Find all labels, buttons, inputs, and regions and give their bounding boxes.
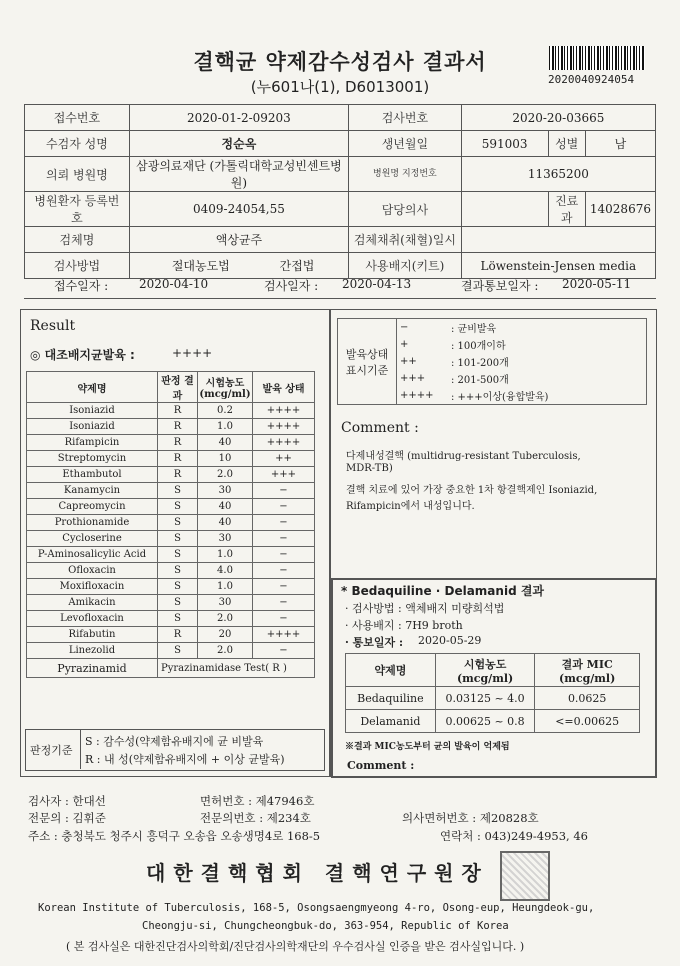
drug-judgement: S [158, 563, 198, 579]
drug-growth: − [253, 531, 315, 547]
growth-legend [337, 318, 647, 405]
bq-mic: 0.0625 [535, 687, 640, 710]
col-concentration: 시험농도 (mcg/ml) [198, 372, 253, 403]
bedaquiline-report-date: 2020-05-29 [418, 634, 482, 647]
drug-name: Linezolid [27, 643, 158, 659]
specialist: 전문의 : 김휘준 [28, 811, 106, 825]
drug-name: Isoniazid [27, 403, 158, 419]
method2: 간접법 [279, 259, 315, 273]
drug-row [27, 563, 315, 579]
col-judgement: 판정 결과 [158, 372, 198, 403]
drug-growth: − [253, 611, 315, 627]
legend-meaning: : 100개이하 [448, 336, 647, 353]
patient-name: 정순옥 [129, 131, 348, 157]
drug-concentration: 2.0 [198, 467, 253, 483]
bq-col-mic: 결과 MIC (mcg/ml) [535, 654, 640, 687]
contact: 연락처 : 043)249-4953, 46 [440, 829, 588, 843]
examiner: 검사자 : 한대선 [28, 794, 106, 808]
drug-growth: − [253, 579, 315, 595]
comment-title: Comment : [341, 420, 419, 436]
drug-concentration: 40 [198, 515, 253, 531]
drug-row [27, 515, 315, 531]
legend-symbol: ++ [400, 356, 417, 367]
drug-judgement: S [158, 595, 198, 611]
english-address-1: Korean Institute of Tuberculosis, 168-5, Osongsaengmyeong 4-ro, Osong-eup, Heungdeok-gu, [38, 902, 595, 914]
drug-row [27, 595, 315, 611]
specialist-license: 전문의번호 : 제234호 [200, 811, 311, 825]
drug-row [27, 419, 315, 435]
info-row [25, 105, 656, 131]
test-no-label: 검사번호 [349, 105, 462, 131]
drug-row [27, 579, 315, 595]
official-seal [500, 851, 550, 901]
drug-name: Cycloserine [27, 531, 158, 547]
drug-row [27, 483, 315, 499]
pyrazinamide-label: Pyrazinamid [27, 659, 158, 678]
criteria-s: S : 감수성(약제함유배지에 균 비발육 [85, 735, 264, 748]
drug-growth: − [253, 547, 315, 563]
document-subtitle: (누601나(1), D6013001) [250, 78, 430, 96]
legend-meaning: : 201-500개 [448, 370, 647, 387]
drug-concentration: 40 [198, 435, 253, 451]
drug-judgement: S [158, 515, 198, 531]
reported-label: 결과통보일자 : [461, 279, 539, 293]
bedaquiline-table [345, 653, 640, 733]
drug-row [27, 643, 315, 659]
drug-judgement: S [158, 499, 198, 515]
bedaquiline-title: * Bedaquiline · Delamanid 결과 [341, 584, 545, 598]
medium: Löwenstein-Jensen media [461, 253, 655, 279]
drug-judgement: R [158, 435, 198, 451]
drug-name: Moxifloxacin [27, 579, 158, 595]
specimen-label: 검체명 [25, 227, 130, 253]
drug-row [27, 627, 315, 643]
drug-concentration: 1.0 [198, 419, 253, 435]
receipt-no-label: 접수번호 [25, 105, 130, 131]
info-row [25, 131, 656, 157]
bq-row [346, 710, 640, 733]
hospital-name: 삼광의료재단 (가톨릭대학교성빈센트병원) [129, 157, 348, 192]
collect-label: 검체채취(채혈)일시 [349, 227, 462, 253]
drug-row [27, 467, 315, 483]
criteria-divider [80, 729, 81, 769]
drug-name: Capreomycin [27, 499, 158, 515]
comment-line: 다제내성결핵 (multidrug-resistant Tuberculosis, [346, 451, 581, 462]
bedaquiline-note: ※결과 MIC농도부터 균의 발육이 억제됨 [345, 742, 510, 752]
drug-growth: ++ [253, 451, 315, 467]
hospital-code-label: 병원명 지정번호 [349, 157, 462, 192]
drug-name: Isoniazid [27, 419, 158, 435]
sex-label: 성별 [548, 131, 585, 157]
drug-name: Rifabutin [27, 627, 158, 643]
dept-label: 진료과 [548, 192, 585, 227]
drug-name: P-Aminosalicylic Acid [27, 547, 158, 563]
english-address-2: Cheongju-si, Chungcheongbuk-do, 363-954, Republic of Korea [142, 920, 509, 932]
comment-line: MDR-TB) [346, 463, 393, 474]
bq-concentration: 0.03125 ~ 4.0 [435, 687, 535, 710]
legend-symbol: + [400, 339, 409, 350]
tested-date: 2020-04-13 [342, 277, 412, 291]
document-title: 결핵균 약제감수성검사 결과서 [193, 50, 487, 74]
col-growth: 발육 상태 [253, 372, 315, 403]
drug-growth: − [253, 643, 315, 659]
drug-header-row [27, 372, 315, 403]
test-no: 2020-20-03665 [461, 105, 655, 131]
patient-info-table [24, 104, 656, 279]
legend-symbol: − [397, 319, 449, 337]
drug-concentration: 0.2 [198, 403, 253, 419]
patient-label: 수검자 성명 [25, 131, 130, 157]
birth-date: 591003 [461, 131, 548, 157]
dates-row [24, 270, 656, 299]
medium-label: 사용배지(키트) [349, 253, 462, 279]
legend-row [338, 319, 647, 337]
drug-concentration: 20 [198, 627, 253, 643]
legend-meaning: : +++이상(융합발육) [448, 387, 647, 405]
certification-note: ( 본 검사실은 대한진단검사의학회/진단검사의학재단의 우수검사실 인증을 받은 검사실입니다. ) [66, 940, 525, 953]
info-row [25, 227, 656, 253]
comment-line: Rifampicin에서 내성입니다. [346, 501, 475, 512]
legend-meaning: : 101-200개 [448, 353, 647, 370]
bq-col-drug: 약제명 [346, 654, 436, 687]
doctor [461, 192, 548, 227]
drug-name: Amikacin [27, 595, 158, 611]
col-drug: 약제명 [27, 372, 158, 403]
drug-table [26, 371, 315, 678]
drug-growth: ++++ [253, 403, 315, 419]
drug-growth: ++++ [253, 627, 315, 643]
bedaquiline-comment: Comment : [347, 759, 415, 772]
method: 절대농도법 [171, 259, 230, 273]
drug-concentration: 30 [198, 483, 253, 499]
drug-growth: − [253, 499, 315, 515]
dept: 14028676 [585, 192, 655, 227]
drug-row [27, 403, 315, 419]
hospital-code: 11365200 [461, 157, 655, 192]
drug-concentration: 1.0 [198, 579, 253, 595]
control-value: ++++ [172, 346, 213, 360]
bq-header-row [346, 654, 640, 687]
bq-col-concentration: 시험농도 (mcg/ml) [435, 654, 535, 687]
drug-concentration: 10 [198, 451, 253, 467]
drug-row [27, 451, 315, 467]
bedaquiline-method: · 검사방법 : 액체배지 미량희석법 [345, 602, 505, 615]
license-no: 면허번호 : 제47946호 [200, 794, 315, 808]
info-row [25, 157, 656, 192]
drug-growth: − [253, 595, 315, 611]
address: 주소 : 충청북도 청주시 흥덕구 오송읍 오송생명4로 168-5 [28, 829, 321, 843]
drug-growth: +++ [253, 467, 315, 483]
drug-judgement: R [158, 419, 198, 435]
drug-name: Ofloxacin [27, 563, 158, 579]
bedaquiline-medium: · 사용배지 : 7H9 broth [345, 619, 463, 632]
reported-date: 2020-05-11 [562, 277, 632, 291]
drug-concentration: 30 [198, 595, 253, 611]
drug-row [27, 499, 315, 515]
drug-judgement: R [158, 403, 198, 419]
legend-meaning: : 균비발육 [448, 319, 647, 337]
info-row [25, 192, 656, 227]
organization-name: 대한결핵협회 결핵연구원장 [146, 861, 489, 885]
drug-name: Kanamycin [27, 483, 158, 499]
drug-judgement: S [158, 643, 198, 659]
drug-concentration: 30 [198, 531, 253, 547]
doctor-label: 담당의사 [349, 192, 462, 227]
drug-name: Ethambutol [27, 467, 158, 483]
drug-concentration: 1.0 [198, 547, 253, 563]
collect-date [461, 227, 655, 253]
drug-concentration: 40 [198, 499, 253, 515]
drug-growth: − [253, 563, 315, 579]
drug-concentration: 2.0 [198, 611, 253, 627]
bq-drug: Delamanid [346, 710, 436, 733]
drug-judgement: S [158, 611, 198, 627]
drug-judgement: S [158, 547, 198, 563]
bq-drug: Bedaquiline [346, 687, 436, 710]
legend-symbol: +++ [400, 373, 426, 384]
receipt-no: 2020-01-2-09203 [129, 105, 348, 131]
drug-growth: − [253, 483, 315, 499]
drug-name: Prothionamide [27, 515, 158, 531]
legend-symbol: ++++ [397, 387, 449, 405]
criteria-r: R : 내 성(약제함유배지에 + 이상 균발육) [85, 753, 285, 766]
pyrazinamide-row [27, 659, 315, 678]
comment-line: 결핵 치료에 있어 가장 중요한 1차 항결핵제인 Isoniazid, [346, 485, 598, 496]
hospital-label: 의뢰 병원명 [25, 157, 130, 192]
drug-judgement: R [158, 627, 198, 643]
specimen: 액상균주 [129, 227, 348, 253]
drug-judgement: S [158, 579, 198, 595]
bq-mic: <=0.00625 [535, 710, 640, 733]
drug-row [27, 531, 315, 547]
drug-concentration: 4.0 [198, 563, 253, 579]
received-label: 접수일자 : [54, 279, 109, 293]
tested-label: 검사일자 : [264, 279, 319, 293]
sex: 남 [585, 131, 655, 157]
drug-row [27, 547, 315, 563]
drug-growth: ++++ [253, 435, 315, 451]
pyrazinamide-value: Pyrazinamidase Test( R ) [158, 659, 315, 678]
reg-label: 병원환자 등록번호 [25, 192, 130, 227]
bedaquiline-report-label: · 통보일자 : [345, 636, 404, 649]
control-label: ◎ 대조배지균발육 : [30, 348, 135, 362]
drug-judgement: S [158, 531, 198, 547]
drug-name: Streptomycin [27, 451, 158, 467]
received-date: 2020-04-10 [139, 277, 209, 291]
drug-growth: − [253, 515, 315, 531]
criteria-label: 판정기준 [30, 744, 73, 757]
drug-table-body [27, 403, 315, 659]
drug-row [27, 611, 315, 627]
bq-concentration: 0.00625 ~ 0.8 [435, 710, 535, 733]
drug-name: Levofloxacin [27, 611, 158, 627]
doctor-license: 의사면허번호 : 제20828호 [402, 811, 539, 825]
drug-judgement: R [158, 467, 198, 483]
reg-no: 0409-24054,55 [129, 192, 348, 227]
drug-judgement: S [158, 483, 198, 499]
legend-label: 발육상태 표시기준 [338, 319, 397, 405]
drug-concentration: 2.0 [198, 643, 253, 659]
method-label: 검사방법 [25, 253, 130, 279]
birth-label: 생년월일 [349, 131, 462, 157]
drug-growth: ++++ [253, 419, 315, 435]
barcode-number: 2020040924054 [548, 73, 635, 86]
bq-row [346, 687, 640, 710]
drug-name: Rifampicin [27, 435, 158, 451]
drug-judgement: R [158, 451, 198, 467]
drug-row [27, 435, 315, 451]
barcode [549, 46, 645, 70]
result-title: Result [30, 318, 76, 334]
